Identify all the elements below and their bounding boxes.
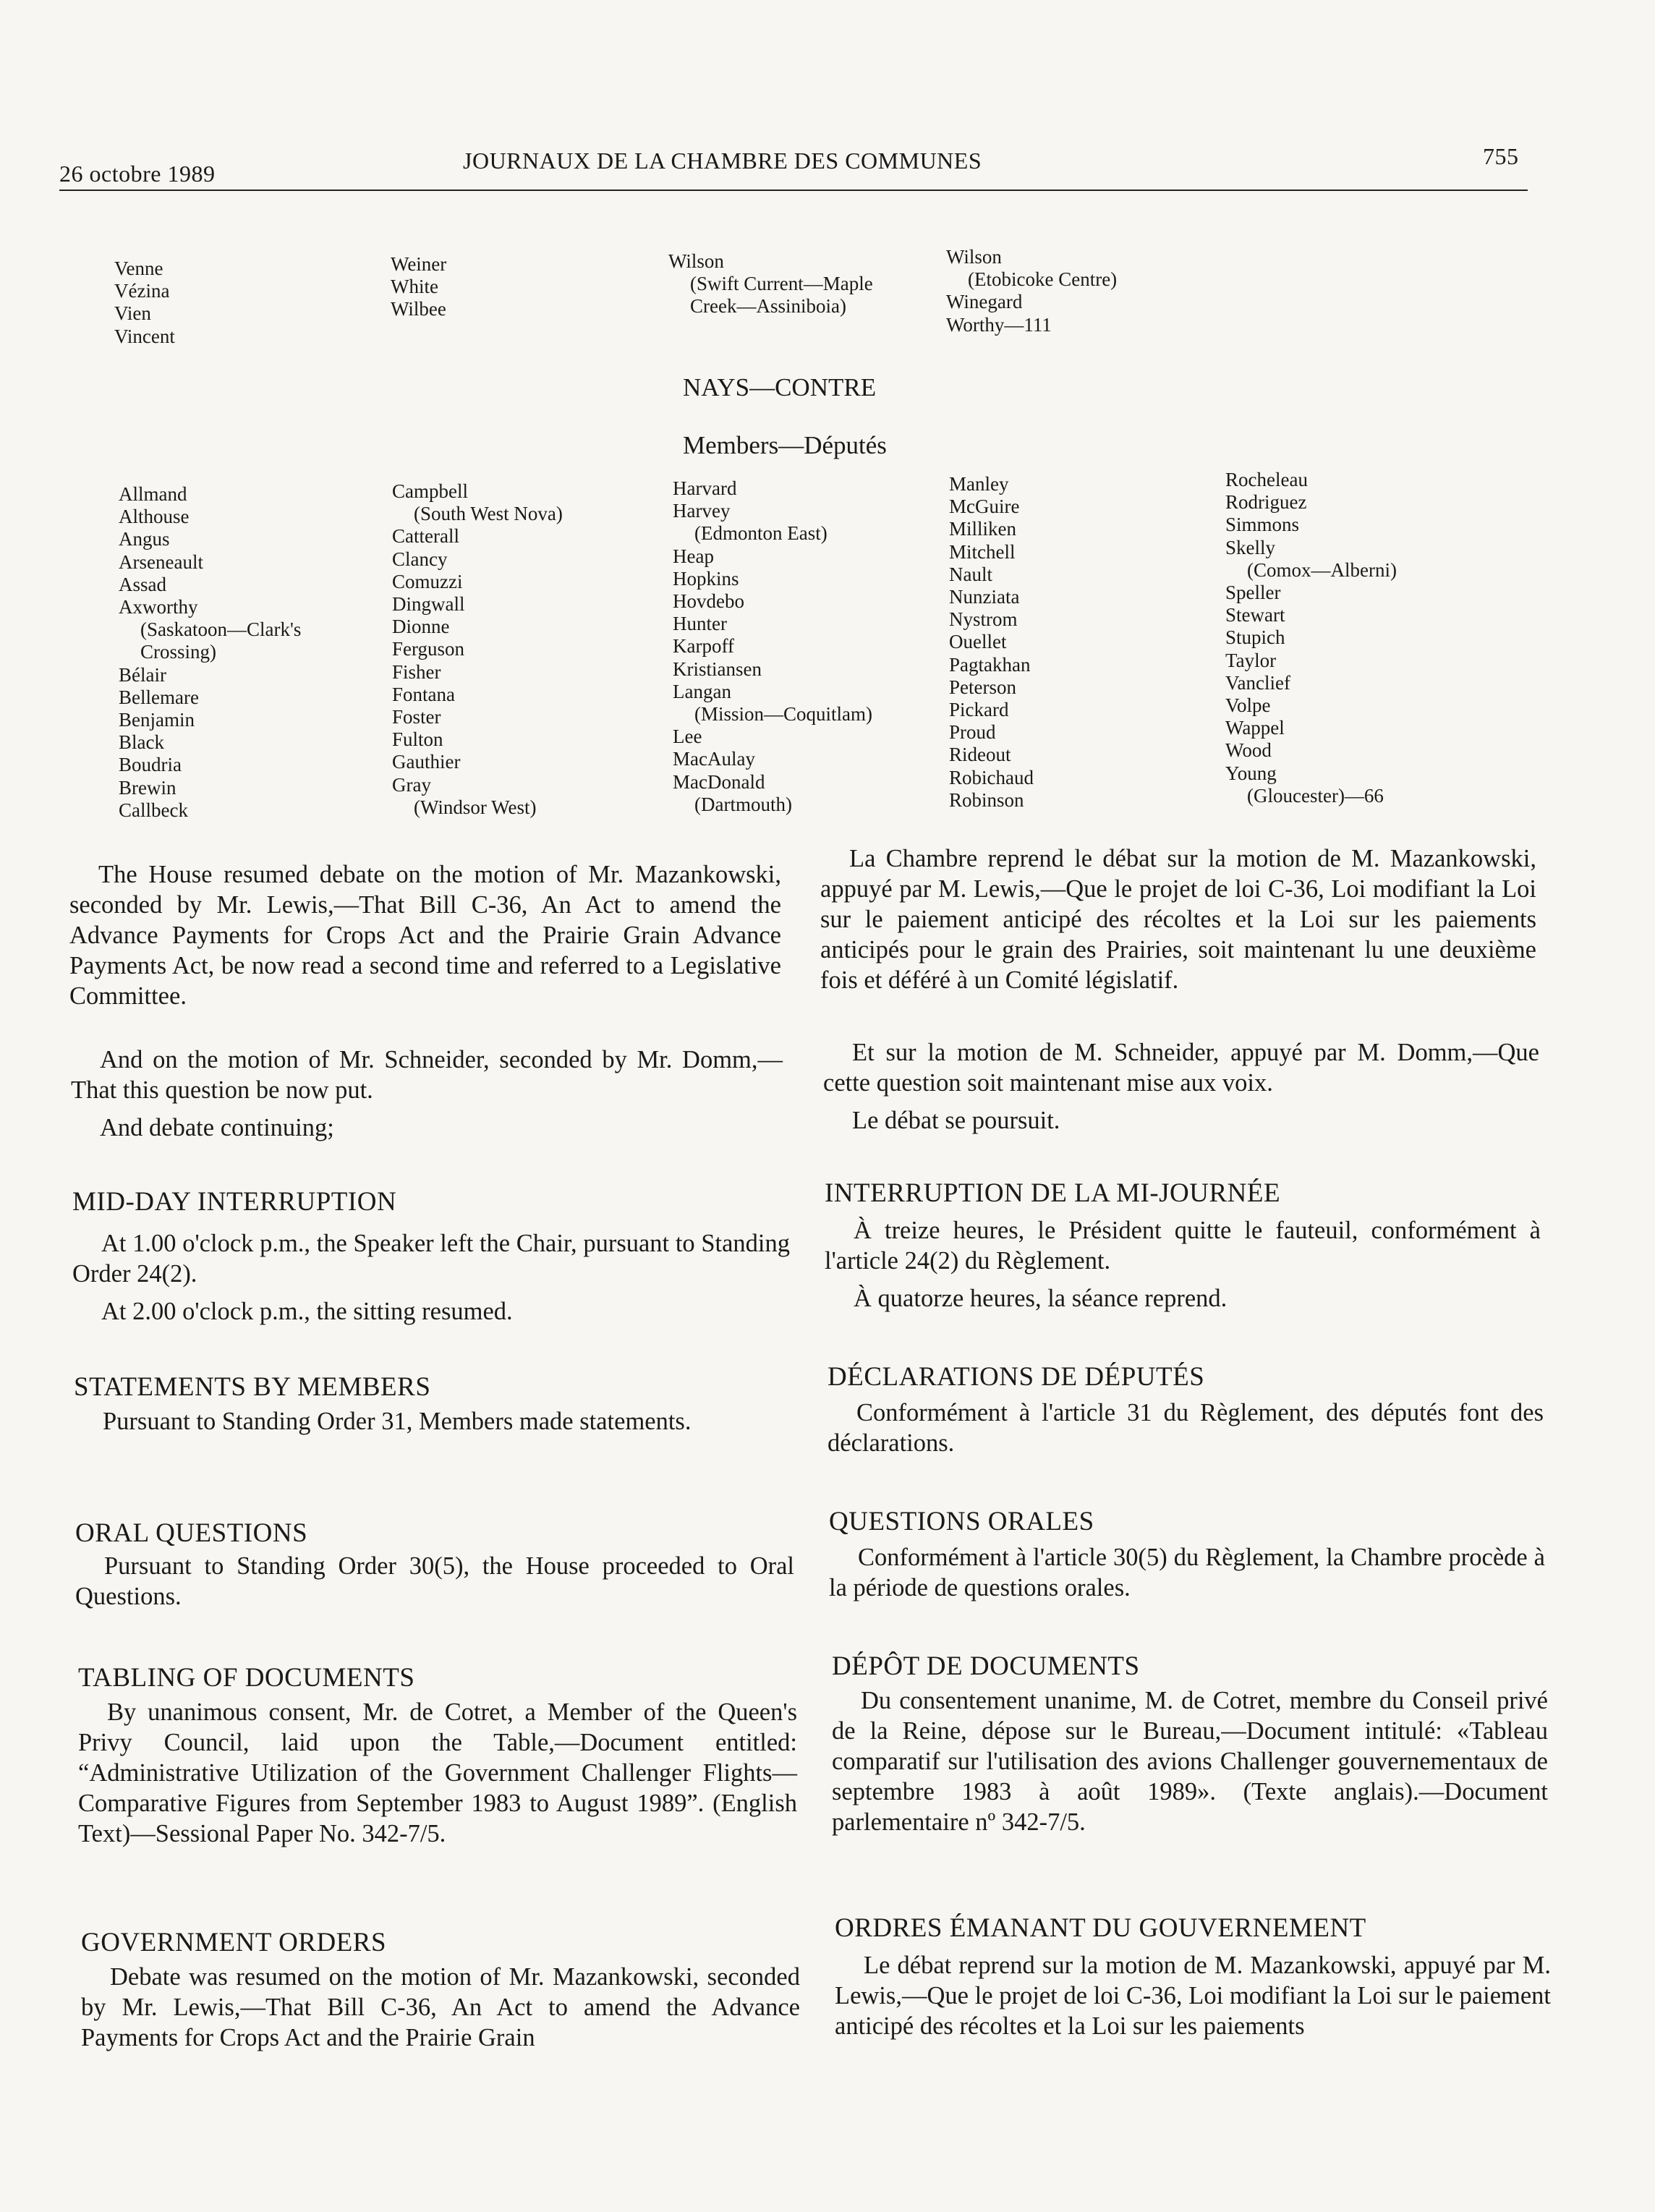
paragraph: At 1.00 o'clock p.m., the Speaker left the Chair, pursuant to Standing Order 24(2).: [72, 1230, 790, 1288]
member-name: Black: [119, 731, 164, 754]
member-name: Peterson: [949, 676, 1016, 698]
nays-subheading: Members—Députés: [683, 431, 887, 459]
french-statements-text: [828, 1398, 1544, 1458]
member-riding: (Edmonton East): [694, 522, 828, 545]
paragraph: Debate was resumed on the motion of Mr. Mazankowski, seconded by Mr. Lewis,—That Bill C-36, An Act to amend the Advance Payments for Crops Act and the Prairie Grain: [81, 1963, 800, 2051]
member-name: Hovdebo: [673, 590, 744, 613]
member-name: Foster: [392, 706, 441, 728]
member-riding: (Mission—Coquitlam): [694, 703, 873, 726]
member-name: Fontana: [392, 683, 455, 705]
member-name: Robichaud: [949, 766, 1034, 788]
paragraph: Et sur la motion de M. Schneider, appuyé par M. Domm,—Que cette question soit maintenant mise aux voix.: [823, 1039, 1539, 1097]
member-name: Taylor: [1225, 649, 1277, 671]
paragraph: And debate continuing;: [100, 1114, 334, 1141]
nays-heading: NAYS—CONTRE: [683, 373, 877, 401]
paragraph: La Chambre reprend le débat sur la motion de M. Mazankowski, appuyé par M. Lewis,—Que le projet de loi C-36, Loi modifiant la Loi sur le paiement anticipé des récoltes et la Loi sur les paiements anticipés pour le grain des Prairies, soit maintenant lu une deuxième fois et déféré à un Comité législatif.: [820, 845, 1536, 994]
french-tabling-text: [832, 1685, 1548, 1837]
nays-column-5: [1225, 469, 1397, 807]
member-name: Nystrom: [949, 608, 1018, 631]
member-name: Milliken: [949, 518, 1016, 540]
member-name: Arseneault: [119, 550, 203, 573]
english-oral-questions-text: [75, 1551, 794, 1612]
paragraph: By unanimous consent, Mr. de Cotret, a Member of the Queen's Privy Council, laid upon the Table,—Document entitled: “Administrative Utilization of the Government Challenger Flights—Comparative Figures from September 1983 to August 1989”. (English Text)—Sessional Paper No. 342-7/5.: [78, 1698, 797, 1847]
member-name: Winegard: [946, 291, 1023, 313]
member-name: Fisher: [392, 660, 441, 683]
member-name: Ouellet: [949, 631, 1007, 653]
member-name: Bellemare: [119, 686, 199, 708]
member-name: MacDonald: [673, 770, 765, 793]
member-riding: (Swift Current—Maple: [690, 273, 873, 295]
member-riding: (Gloucester)—66: [1247, 784, 1384, 807]
yeas-column-2: [391, 253, 446, 321]
paragraph: And on the motion of Mr. Schneider, seconded by Mr. Domm,—That this question be now put.: [71, 1046, 783, 1104]
section-title-tabling-fr: DÉPÔT DE DOCUMENTS: [832, 1651, 1140, 1681]
member-name: Wappel: [1225, 717, 1285, 739]
section-title-statements-fr: DÉCLARATIONS DE DÉPUTÉS: [828, 1362, 1205, 1392]
header-rule: [59, 190, 1528, 191]
member-name: Clancy: [392, 548, 448, 570]
member-name: Wilson: [668, 250, 724, 272]
paragraph: À treize heures, le Président quitte le fauteuil, conformément à l'article 24(2) du Règlement.: [825, 1217, 1541, 1275]
member-name: Gauthier: [392, 751, 461, 773]
paragraph: Conformément à l'article 31 du Règlement, des députés font des déclarations.: [828, 1399, 1544, 1457]
member-name: Proud: [949, 721, 996, 744]
member-riding: (Etobicoke Centre): [968, 268, 1118, 291]
member-name: Vincent: [114, 325, 175, 347]
section-title-midday-fr: INTERRUPTION DE LA MI-JOURNÉE: [825, 1178, 1281, 1208]
english-previous-question: [71, 1045, 783, 1143]
yeas-column-1: [114, 258, 175, 348]
member-name: Brewin: [119, 776, 176, 799]
member-name: Nault: [949, 563, 992, 585]
french-previous-question: [823, 1037, 1539, 1136]
member-name: Dionne: [392, 616, 450, 638]
member-name: Young: [1225, 762, 1277, 784]
member-riding: Crossing): [140, 641, 217, 663]
member-name: Axworthy: [119, 596, 198, 618]
paragraph: Pursuant to Standing Order 31, Members made statements.: [103, 1408, 692, 1435]
member-name: McGuire: [949, 495, 1020, 518]
member-riding: (South West Nova): [414, 503, 563, 525]
member-name: Vanclief: [1225, 671, 1290, 694]
member-name: Robinson: [949, 788, 1024, 811]
member-name: Hopkins: [673, 567, 739, 590]
member-name: Pickard: [949, 699, 1009, 721]
yeas-column-3: [668, 250, 873, 318]
member-name: Stupich: [1225, 626, 1285, 649]
section-title-midday: MID-DAY INTERRUPTION: [72, 1187, 397, 1217]
nays-column-1: [119, 483, 301, 822]
member-name: Worthy—111: [946, 313, 1052, 336]
member-name: Rideout: [949, 744, 1011, 766]
member-name: Stewart: [1225, 604, 1285, 626]
member-riding: (Windsor West): [414, 796, 537, 818]
journal-title: JOURNAUX DE LA CHAMBRE DES COMMUNES: [463, 148, 982, 174]
member-name: Weiner: [391, 253, 447, 275]
member-name: Harvard: [673, 477, 737, 499]
english-statements-text: [74, 1406, 797, 1437]
member-name: Allmand: [119, 483, 187, 505]
member-name: Wilbee: [391, 298, 446, 320]
member-name: Boudria: [119, 754, 182, 776]
english-midday-text: [72, 1228, 790, 1327]
section-title-statements: STATEMENTS BY MEMBERS: [74, 1372, 431, 1402]
member-name: Rodriguez: [1225, 491, 1307, 514]
french-oral-questions-text: [829, 1542, 1545, 1603]
member-name: Catterall: [392, 525, 459, 548]
page-number: 755: [1483, 143, 1519, 169]
section-title-government-orders: GOVERNMENT ORDERS: [81, 1928, 387, 1957]
member-name: Manley: [949, 473, 1009, 495]
english-tabling-text: [78, 1697, 797, 1849]
section-title-oral-questions: ORAL QUESTIONS: [75, 1518, 308, 1548]
member-name: Harvey: [673, 500, 731, 522]
member-name: Comuzzi: [392, 570, 463, 592]
section-title-oral-questions-fr: QUESTIONS ORALES: [829, 1507, 1094, 1536]
member-name: Fulton: [392, 728, 443, 751]
member-riding: (Saskatoon—Clark's: [140, 618, 302, 641]
member-name: Callbeck: [119, 799, 188, 821]
member-name: Karpoff: [673, 635, 734, 658]
paragraph: Conformément à l'article 30(5) du Règlement, la Chambre procède à la période de questions orales.: [829, 1544, 1545, 1601]
member-name: Althouse: [119, 506, 190, 528]
member-name: Lee: [673, 726, 702, 748]
paragraph: At 2.00 o'clock p.m., the sitting resumed.: [101, 1298, 513, 1325]
french-debate-motion: [820, 843, 1536, 995]
member-name: Vien: [114, 302, 151, 325]
french-midday-text: [825, 1215, 1541, 1314]
member-name: Vézina: [114, 280, 170, 302]
member-name: Volpe: [1225, 694, 1271, 717]
member-name: Angus: [119, 528, 170, 550]
yeas-column-4: [946, 246, 1117, 336]
member-name: Dingwall: [392, 593, 465, 616]
page-date: 26 octobre 1989: [59, 161, 216, 187]
member-name: Ferguson: [392, 638, 465, 660]
english-debate-motion: [69, 859, 781, 1011]
member-name: Pagtakhan: [949, 653, 1031, 676]
member-riding: (Dartmouth): [694, 793, 792, 815]
member-name: Langan: [673, 680, 731, 702]
member-name: Hunter: [673, 613, 727, 635]
member-name: Mitchell: [949, 540, 1016, 563]
nays-column-4: [949, 473, 1034, 812]
member-name: Simmons: [1225, 514, 1300, 536]
member-riding: (Comox—Alberni): [1247, 558, 1397, 581]
paragraph: The House resumed debate on the motion of Mr. Mazankowski, seconded by Mr. Lewis,—That Bill C-36, An Act to amend the Advance Payments for Crops Act and the Prairie Grain Advance Payments Act, be now read a second time and referred to a Legislative Committee.: [69, 861, 781, 1010]
member-name: Wilson: [946, 246, 1002, 268]
nays-column-2: [392, 480, 563, 819]
paragraph: Le débat se poursuit.: [852, 1107, 1060, 1134]
member-name: Assad: [119, 573, 166, 595]
english-government-orders-text: [81, 1962, 800, 2053]
member-name: Gray: [392, 773, 431, 796]
member-name: Campbell: [392, 480, 468, 502]
member-name: Speller: [1225, 582, 1281, 604]
member-name: Benjamin: [119, 709, 195, 731]
paragraph: Du consentement unanime, M. de Cotret, membre du Conseil privé de la Reine, dépose sur le Bureau,—Document intitulé: «Tableau comparatif sur l'utilisation des avions Challenger gouvernementaux de septembre 1983 à août 1989». (Texte anglais).—Document parlementaire nº 342-7/5.: [832, 1687, 1548, 1836]
member-name: Skelly: [1225, 536, 1276, 558]
french-government-orders-text: [835, 1950, 1551, 2041]
paragraph: À quatorze heures, la séance reprend.: [854, 1285, 1228, 1312]
nays-column-3: [673, 477, 872, 816]
section-title-tabling: TABLING OF DOCUMENTS: [78, 1663, 415, 1693]
member-name: MacAulay: [673, 748, 755, 770]
member-name: Rocheleau: [1225, 469, 1308, 490]
member-name: White: [391, 276, 438, 298]
section-title-government-orders-fr: ORDRES ÉMANANT DU GOUVERNEMENT: [835, 1913, 1366, 1943]
member-name: Kristiansen: [673, 658, 762, 680]
member-riding: Creek—Assiniboia): [690, 295, 846, 318]
paragraph: Pursuant to Standing Order 30(5), the House proceeded to Oral Questions.: [75, 1552, 794, 1610]
member-name: Nunziata: [949, 586, 1020, 608]
member-name: Bélair: [119, 663, 166, 686]
member-name: Wood: [1225, 739, 1272, 762]
member-name: Venne: [114, 258, 163, 279]
member-name: Heap: [673, 545, 714, 567]
paragraph: Le débat reprend sur la motion de M. Mazankowski, appuyé par M. Lewis,—Que le projet de loi C-36, Loi modifiant la Loi sur le paiement anticipé des récoltes et la Loi sur les paiements: [835, 1952, 1551, 2040]
